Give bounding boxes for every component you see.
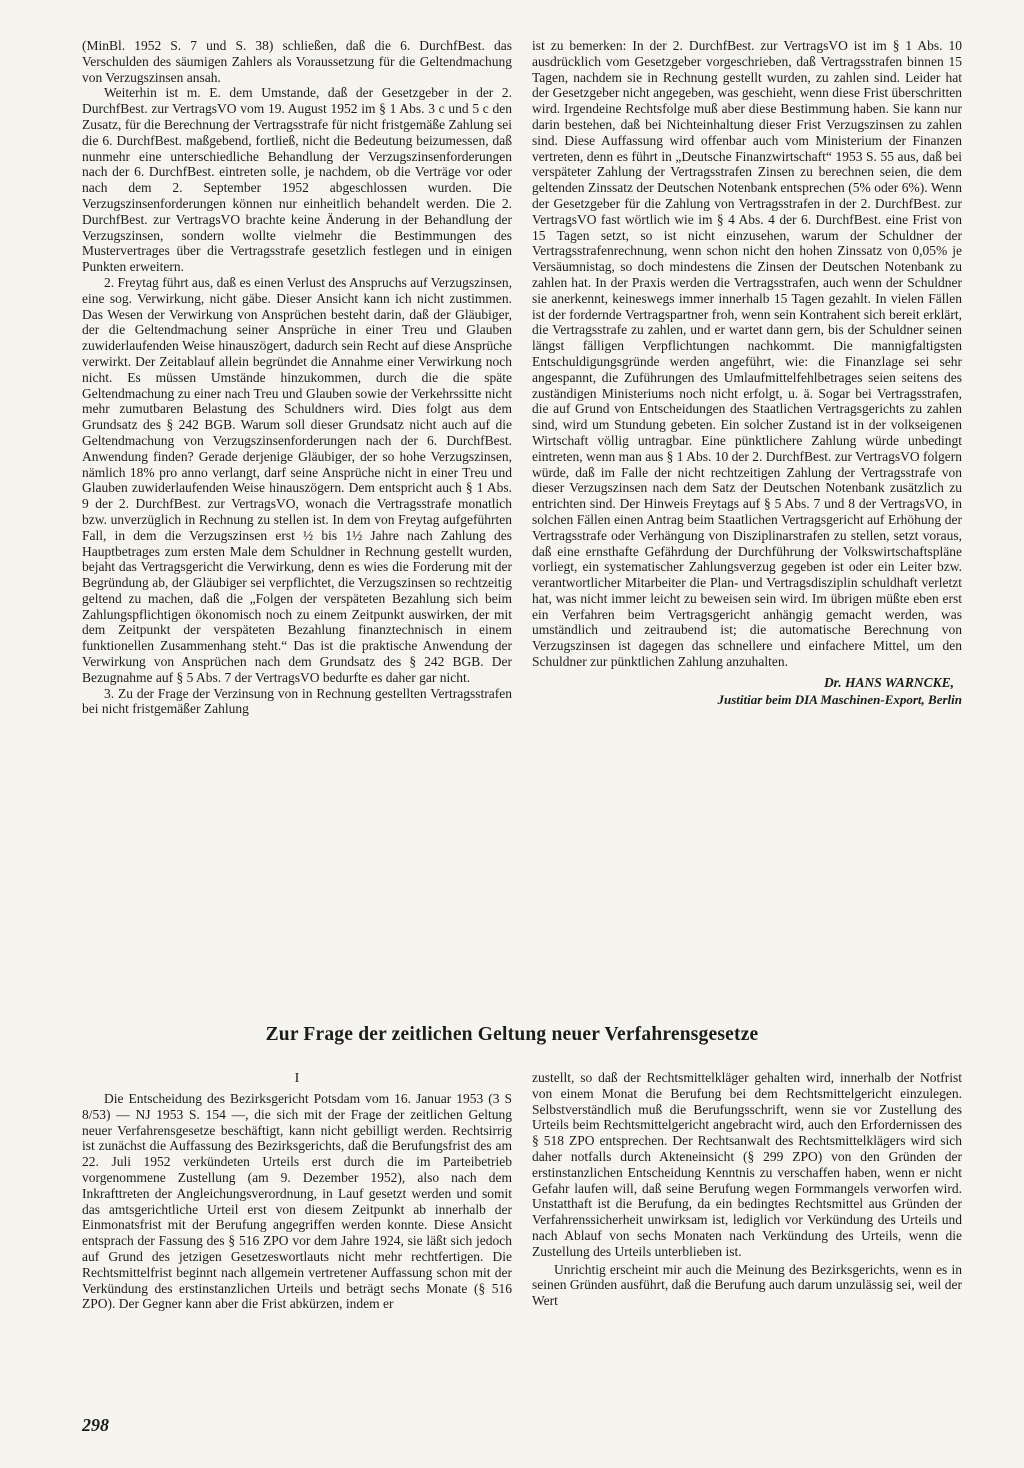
- upper-left-column: [82, 38, 512, 717]
- paragraph: 2. Freytag führt aus, daß es einen Verlust des Anspruchs auf Verzugszinsen, eine sog. Verwirkung, nicht gäbe. Dieser Ansicht kann ich nicht zustimmen. Das Wesen der Verwirkung von Ansprüchen besteht darin, daß der Gläubiger, der die Geltendmachung seiner Ansprüche in einer Treu und Glauben zuwiderlaufenden Weise hinauszögert, dadurch sein Recht auf diese Ansprüche verwirkt. Der Zeitablauf allein begründet die Annahme einer Verwirkung noch nicht. Es müssen Umstände hinzukommen, durch die die späte Geltendmachung zu einer nach Treu und Glauben sowie der Verkehrssitte nicht mehr zumutbaren Belastung des Schuldners wird. Dies folgt aus dem Grundsatz des § 242 BGB. Warum soll dieser Grundsatz nicht auch auf die Geltendmachung von Verzugszinsenforderungen nach der 6. DurchfBest. Anwendung finden? Gerade derjenige Gläubiger, der so hohe Verzugszinsen, nämlich 18% pro anno verlangt, darf seine Ansprüche nicht in einer Treu und Glauben zuwiderlaufenden Weise hinauszögern. Dem entspricht auch § 1 Abs. 9 der 2. DurchfBest. zur VertragsVO, wonach die Vertragsstrafe monatlich bzw. unverzüglich in Rechnung zu stellen ist. In dem von Freytag aufgeführten Fall, in dem die Verzugszinsen erst ½ bis 1½ Jahre nach Zahlung des Hauptbetrages zum ersten Male dem Schuldner in Rechnung gestellt wurden, bejaht das Vertragsgericht die Verwirkung, denn es wies die Forderung mit der Begründung ab, der Gläubiger sei verpflichtet, die Verzugszinsen so rechtzeitig geltend zu machen, daß die „Folgen der verspäteten Bezahlung sich beim Zahlungspflichtigen ökonomisch noch zu einem Zeitpunkt auswirken, der mit dem Zeitpunkt der verspäteten Bezahlung finanztechnisch in einem funktionellen Zusammenhang steht.“ Das ist die praktische Anwendung der Verwirkung von Ansprüchen nach dem Grundsatz des § 242 BGB. Der Bezugnahme auf § 5 Abs. 7 der VertragsVO bedurfte es daher gar nicht.: [82, 274, 512, 685]
- paragraph: ist zu bemerken: In der 2. DurchfBest. zur VertragsVO ist im § 1 Abs. 10 ausdrücklich vom Gesetzgeber vorgeschrieben, daß Vertragsstrafen binnen 15 Tagen, nachdem sie in Rechnung gestellt wurden, zu zahlen sind. Leider hat der Gesetzgeber nicht angegeben, was geschieht, wenn diese Frist überschritten wird. Irgendeine Rechtsfolge muß aber diese Bestimmung haben. Sie kann nur darin bestehen, daß bei Nichteinhaltung dieser Frist Verzugszinsen zu zahlen sind. Diese Auffassung wird offenbar auch vom Ministerium der Finanzen vertreten, denn es führt in „Deutsche Finanzwirtschaft“ 1953 S. 55 aus, daß bei verspäteter Zahlung der Vertragsstrafen Zinsen zu berechnen seien, die dem geltenden Zinssatz der Deutschen Notenbank entsprechen (5% oder 6%). Wenn der Gesetzgeber für die Zahlung von Vertragsstrafen in der 2. DurchfBest. zur VertragsVO fast wörtlich wie im § 4 Abs. 4 der 6. DurchfBest. eine Frist von 15 Tagen setzt, so ist nicht einzusehen, warum der Schuldner der Vertragsstrafenrechnung, wenn schon nicht den hohen Zinssatz von 0,05% je Versäumnistag, so doch mindestens die Zinsen der Deutschen Notenbank zu zahlen hat. In der Praxis werden die Vertragsstrafen, auch wenn der Schuldner sie anerkennt, keineswegs immer innerhalb 15 Tagen gezahlt. In vielen Fällen ist der fordernde Vertragspartner froh, wenn sein Kontrahent sich bereit erklärt, die Vertragsstrafe zu zahlen, und er wartet dann gern, bis der Schuldner seinen längst fälligen Verpflichtungen nachkommt. Die mannigfaltigsten Entschuldigungsgründe werden angeführt, wie: die Finanzlage sei sehr angespannt, die Zuführungen des Umlaufmittelfehlbetrages seien seitens des zuständigen Ministeriums noch nicht erfolgt, u. ä. Sogar bei Vertragsstrafen, die auf Grund von Entscheidungen des Staatlichen Vertragsgerichts zu zahlen sind, wird um Stundung gebeten. Ein solcher Zustand ist in der volkseigenen Wirtschaft völlig untragbar. Eine pünktlichere Zahlung würde unbedingt eintreten, wenn man aus § 1 Abs. 10 der 2. DurchfBest. zur VertragsVO folgern würde, daß im Falle der nicht rechtzeitigen Zahlung der Vertragsstrafe von dieser Verzugszinsen nach dem Satz der Deutschen Notenbank zusätzlich zu entrichten sind. Der Hinweis Freytags auf § 5 Abs. 7 und 8 der VertragsVO, in solchen Fällen einen Antrag beim Staatlichen Vertragsgericht auf Erhöhung der Vertragsstrafe oder Verhängung von Disziplinarstrafen zu stellen, setzt voraus, daß eine ernsthafte Gefährdung der Durchführung der Volkswirtschaftspläne vorliegt, ein systematischer Zahlungsverzug gegeben ist oder ein Leiter bzw. verantwortlicher Mitarbeiter die Plan- und Vertragsdisziplin schuldhaft verletzt hat, was nicht immer leicht zu beweisen sein wird. Im übrigen müßte eben erst ein Verfahren beim Vertragsgericht anhängig gemacht werden, was umständlich und zeitraubend ist; die automatische Berechnung von Verzugszinsen ist dagegen das schnellere und einfachere Mittel, um den Schuldner zur pünktlichen Zahlung anzuhalten.: [532, 38, 962, 670]
- paragraph: Weiterhin ist m. E. dem Umstande, daß der Gesetzgeber in der 2. DurchfBest. zur VertragsVO vom 19. August 1952 im § 1 Abs. 3 c und 5 c den Zusatz, für die Berechnung der Vertragsstrafe für nicht fristgemäße Zahlung sei die 6. DurchfBest. maßgebend, fortließ, nicht die Bedeutung beizumessen, daß nunmehr eine unterschiedliche Behandlung der Verzugszinsenforderungen nach der 6. DurchfBest. eintreten solle, je nachdem, ob die Verträge vor oder nach dem 2. September 1952 abgeschlossen wurden. Die Verzugszinsenforderungen können nur einheitlich behandelt werden. Die 2. DurchfBest. zur VertragsVO brachte keine Änderung in der Behandlung der Verzugszinsen, sondern wollte vielmehr die Bestimmungen des Mustervertrages über die Vertragsstrafe gesetzlich festlegen und in einigen Punkten erweitern.: [82, 85, 512, 275]
- lower-right-column: [532, 1070, 962, 1309]
- paragraph: (MinBl. 1952 S. 7 und S. 38) schließen, daß die 6. DurchfBest. das Verschulden des säumigen Zahlers als Voraussetzung für die Geltendmachung von Verzugszinsen ansah.: [82, 38, 512, 85]
- section-number: I: [294, 1071, 300, 1086]
- paragraph: Unrichtig erscheint mir auch die Meinung des Bezirksgerichts, wenn es in seinen Gründen ausführt, daß die Berufung auch darum unzulässig sei, weil der Wert: [532, 1261, 962, 1309]
- paragraph: 3. Zu der Frage der Verzinsung von in Rechnung gestellten Vertragsstrafen bei nicht fristgemäßer Zahlung: [82, 685, 512, 717]
- signature-name: Dr. HANS WARNCKE,: [823, 674, 954, 690]
- lower-left-column: [82, 1070, 512, 1312]
- upper-right-column: [532, 38, 962, 708]
- paragraph: zustellt, so daß der Rechtsmittelkläger gehalten wird, innerhalb der Notfrist von einem Monat die Berufung bei dem Rechtsmittelgericht einzulegen. Selbstverständlich muß die Berufungsschrift, wenn sie vor Zustellung des Urteils beim Rechtsmittelgericht angebracht wird, auch den Erfordernissen des § 518 ZPO entsprechen. Der Rechtsanwalt des Rechtsmittelklägers wird sich daher notfalls durch Akteneinsicht (§ 299 ZPO) von den Gründen der erstinstanzlichen Entscheidung Kenntnis zu verschaffen haben, wenn er nicht Gefahr laufen will, daß seine Berufung wegen Formmangels verworfen wird. Unstatthaft ist die Berufung, da ein bedingtes Rechtsmittel aus Gründen der Verfahrenssicherheit unwirksam ist, lediglich vor Verkündung des Urteils und nach Ablauf von sechs Monaten nach Verkündung des Urteils, wenn die Zustellung des Urteils unterblieben ist.: [532, 1070, 962, 1259]
- article-title: Zur Frage der zeitlichen Geltung neuer Verfahrensgesetze: [265, 1024, 759, 1045]
- paragraph: Die Entscheidung des Bezirksgericht Potsdam vom 16. Januar 1953 (3 S 8/53) — NJ 1953 S. 154 —, die sich mit der Frage der zeitlichen Geltung neuer Verfahrensgesetze beschäftigt, kann nicht gebilligt werden. Rechtsirrig ist zunächst die Auffassung des Bezirksgerichts, daß die Berufungsfrist des am 22. Juli 1952 verkündeten Urteils erst durch die im Parteibetrieb vorgenommene Zustellung (am 9. Dezember 1952), also nach dem Inkrafttreten der Angleichungsverordnung, in Lauf gesetzt werden und somit das amtsgerichtliche Urteil erst von diesem Zeitpunkt ab innerhalb der Einmonatsfrist mit der Berufung angegriffen werden konnte. Diese Ansicht entsprach der Fassung des § 516 ZPO vor dem Jahre 1924, sie läßt sich jedoch auf Grund des jetzigen Gesetzeswortlauts nicht mehr rechtfertigen. Die Rechtsmittelfrist beginnt nach allgemein vertretener Auffassung schon mit der Verkündung des erstinstanzlichen Urteils und beträgt sechs Monate (§ 516 ZPO). Der Gegner kann aber die Frist abkürzen, indem er: [82, 1091, 512, 1312]
- page-number: 298: [82, 1415, 109, 1435]
- signature-title: Justitiar beim DIA Maschinen-Export, Berlin: [717, 691, 962, 707]
